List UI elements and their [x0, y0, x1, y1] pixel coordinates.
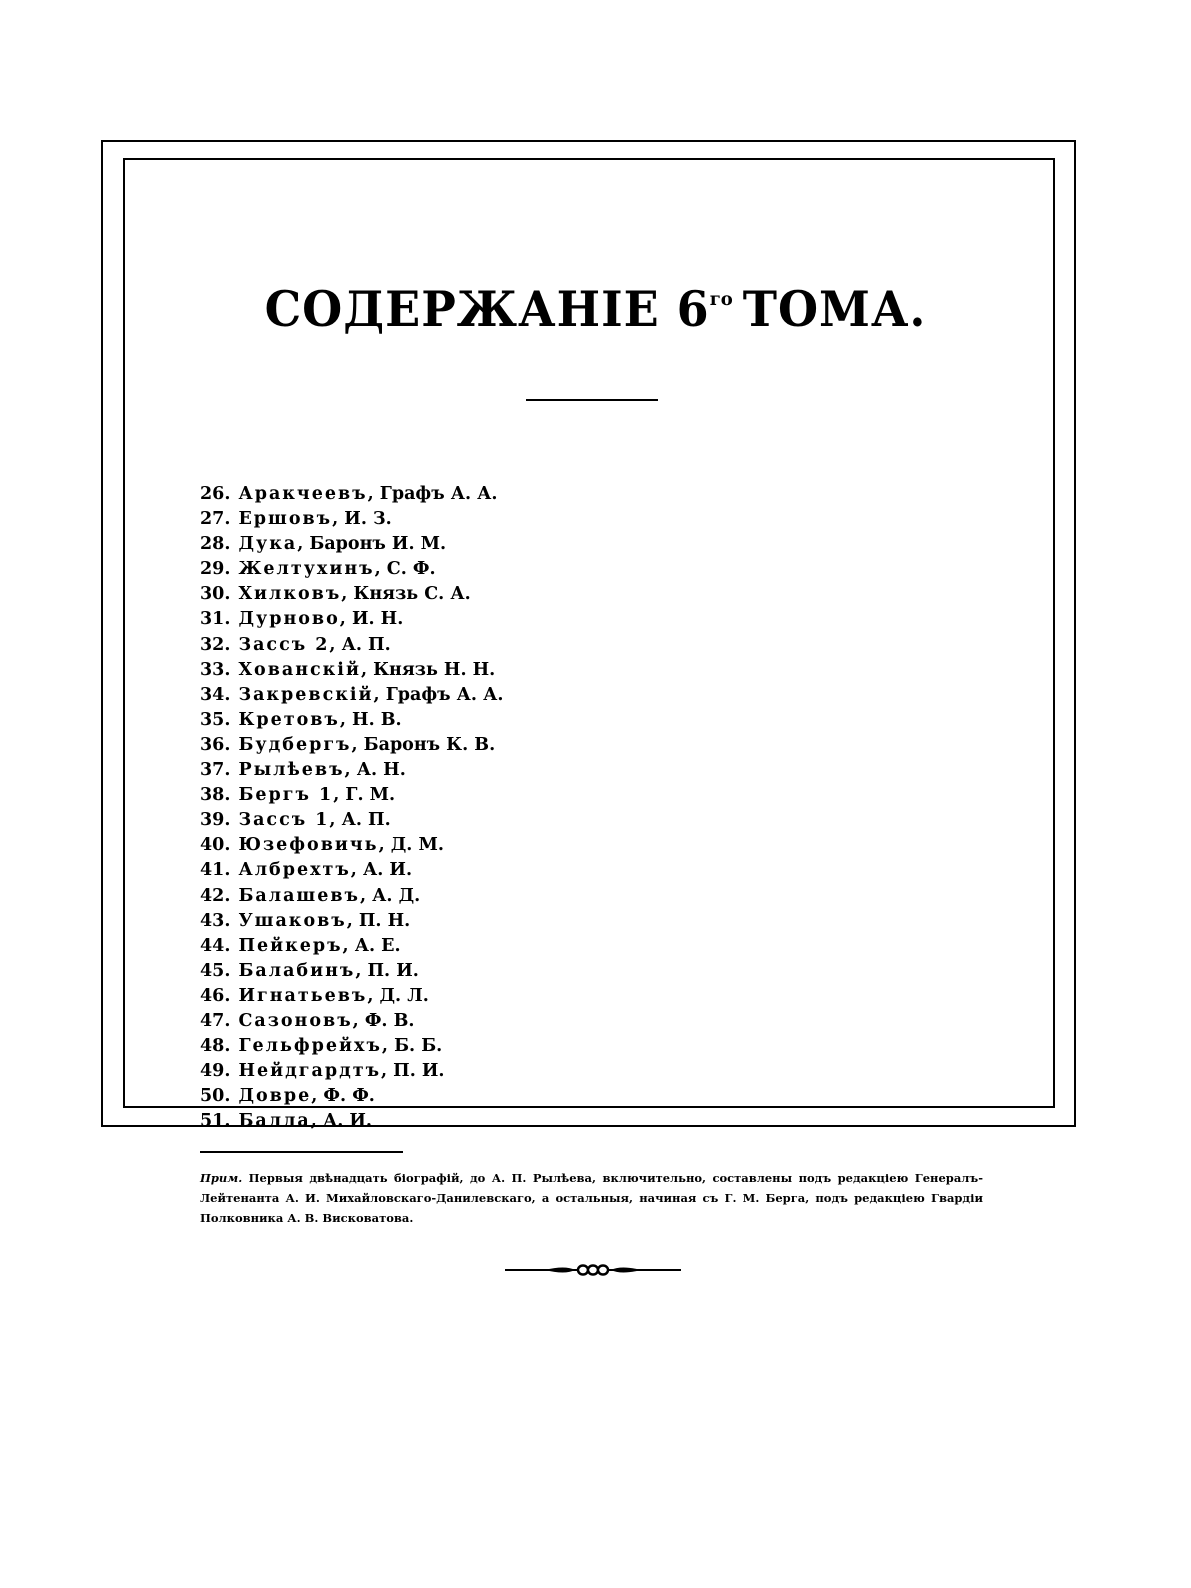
toc-entry [200, 858, 503, 883]
entry-title-initials: , Баронъ И. М. [297, 534, 447, 555]
entry-surname: Будбергъ [238, 734, 352, 755]
entry-number: 41. [200, 860, 231, 881]
toc-entry [200, 934, 503, 959]
entry-number: 31. [200, 609, 231, 630]
toc-entry [200, 984, 503, 1009]
entry-number: 43. [200, 910, 231, 931]
note-divider [200, 1151, 403, 1153]
toc-entry [200, 1109, 503, 1134]
entry-number: 40. [200, 835, 231, 856]
entry-title-initials: , Князь Н. Н. [360, 659, 496, 680]
entry-title-initials: , Ф. Ф. [311, 1086, 375, 1107]
toc-entry [200, 683, 503, 708]
entry-title-initials: , А. И. [350, 860, 413, 881]
toc-entry [200, 758, 503, 783]
entry-surname: Зассъ 2 [238, 634, 330, 655]
entry-number: 51. [200, 1111, 231, 1132]
toc-entry [200, 482, 503, 507]
entry-title-initials: , Б. Б. [381, 1036, 443, 1057]
entry-number: 44. [200, 935, 231, 956]
entry-surname: Дурново [238, 609, 340, 630]
toc-entry [200, 1059, 503, 1084]
ornament-graphic [505, 1262, 681, 1278]
entry-surname: Кретовъ [238, 709, 340, 730]
entry-title-initials: , Графъ А. А. [367, 484, 498, 504]
toc-entry [200, 909, 503, 934]
toc-entry [200, 959, 503, 984]
entry-number: 48. [200, 1036, 231, 1057]
entry-surname: Балла [238, 1111, 311, 1132]
entry-surname: Пейкеръ [238, 935, 343, 956]
entry-surname: Дука [238, 534, 298, 555]
entry-number: 39. [200, 810, 231, 831]
title-main-text: СОДЕРЖАНІЕ 6 [264, 280, 710, 338]
entry-number: 42. [200, 885, 231, 906]
toc-entry [200, 783, 503, 808]
entry-number: 49. [200, 1061, 231, 1082]
entry-number: 34. [200, 684, 231, 705]
entry-title-initials: , Графъ А. А. [373, 684, 504, 705]
title-divider [526, 399, 658, 401]
entry-surname: Ушаковъ [238, 910, 347, 931]
entry-title-initials: , А. Д. [359, 885, 421, 906]
toc-entry [200, 607, 503, 632]
entry-title-initials: , П. И. [355, 960, 419, 981]
entry-title-initials: , Д. Л. [367, 985, 429, 1006]
entry-number: 36. [200, 734, 231, 755]
entry-surname: Албрехтъ [238, 860, 351, 881]
entry-title-initials: , А. П. [329, 634, 391, 655]
entry-title-initials: , Ф. В. [352, 1010, 415, 1031]
entry-number: 33. [200, 659, 231, 680]
entry-number: 29. [200, 559, 231, 580]
footnote-label: Прим. [200, 1171, 243, 1185]
toc-entry [200, 1034, 503, 1059]
entry-number: 50. [200, 1086, 231, 1107]
entry-title-initials: , Баронъ К. В. [351, 734, 496, 755]
entry-surname: Сазоновъ [238, 1010, 353, 1031]
entry-surname: Аракчеевъ [238, 484, 368, 504]
entry-title-initials: , С. Ф. [374, 559, 436, 580]
entry-title-initials: , Князь С. А. [341, 584, 471, 605]
footnote-text: Первыя двѣнадцать біографій, до А. П. Рылѣева, включительно, составлены подъ редакціею Генералъ-Лейтенанта А. И. Михайловскаго-Данилевскаго, а остальныя, начиная съ Г. М. Берга, подъ редакціею Гвардіи Полковника А. В. Висковатова. [200, 1171, 983, 1225]
entry-title-initials: , А. П. [329, 810, 391, 831]
title-superscript: го [709, 288, 733, 311]
title-end-text: ТОМА. [742, 280, 927, 338]
entry-title-initials: , П. Н. [346, 910, 411, 931]
entry-surname: Зассъ 1 [238, 810, 330, 831]
entry-number: 47. [200, 1010, 231, 1031]
entry-number: 32. [200, 634, 231, 655]
entry-title-initials: , Д. М. [378, 835, 444, 856]
entry-number: 37. [200, 760, 231, 781]
ornament-tailpiece [505, 1262, 681, 1278]
entry-surname: Закревскій [238, 684, 374, 705]
entry-surname: Желтухинъ [238, 559, 375, 580]
entry-number: 28. [200, 534, 231, 555]
entry-surname: Рылѣевъ [238, 760, 345, 781]
entry-surname: Довре [238, 1086, 312, 1107]
toc-entry [200, 658, 503, 683]
table-of-contents [200, 482, 503, 1134]
entry-number: 46. [200, 985, 231, 1006]
entry-title-initials: , Г. М. [333, 785, 396, 806]
entry-surname: Ершовъ [238, 509, 333, 530]
entry-title-initials: , И. З. [332, 509, 392, 530]
entry-title-initials: , А. Н. [344, 760, 406, 781]
entry-title-initials: , И. Н. [339, 609, 404, 630]
entry-surname: Гельфрейхъ [238, 1036, 382, 1057]
entry-number: 30. [200, 584, 231, 605]
toc-entry [200, 633, 503, 658]
entry-number: 45. [200, 960, 231, 981]
entry-surname: Нейдгардтъ [238, 1061, 381, 1082]
entry-number: 27. [200, 509, 231, 530]
entry-surname: Хилковъ [238, 584, 342, 605]
entry-surname: Балабинъ [238, 960, 356, 981]
entry-title-initials: , А. И. [310, 1111, 373, 1132]
entry-number: 38. [200, 785, 231, 806]
toc-entry [200, 1009, 503, 1034]
toc-entry [200, 733, 503, 758]
toc-entry [200, 884, 503, 909]
toc-entry [200, 507, 503, 532]
entry-title-initials: , А. Е. [342, 935, 401, 956]
toc-entry [200, 532, 503, 557]
entry-title-initials: , Н. В. [339, 709, 402, 730]
toc-entry [200, 582, 503, 607]
entry-surname: Балашевъ [238, 885, 360, 906]
entry-number: 35. [200, 709, 231, 730]
entry-surname: Юзефовичь [238, 835, 379, 856]
toc-entry [200, 1084, 503, 1109]
entry-surname: Хованскій [238, 659, 361, 680]
entry-title-initials: , П. И. [381, 1061, 445, 1082]
footnote [200, 1168, 983, 1228]
toc-entry [200, 833, 503, 858]
entry-number: 26. [200, 484, 231, 504]
toc-entry [200, 557, 503, 582]
page-title [0, 281, 1191, 338]
entry-surname: Игнатьевъ [238, 985, 368, 1006]
toc-entry [200, 808, 503, 833]
entry-surname: Бергъ 1 [238, 785, 334, 806]
toc-entry [200, 708, 503, 733]
